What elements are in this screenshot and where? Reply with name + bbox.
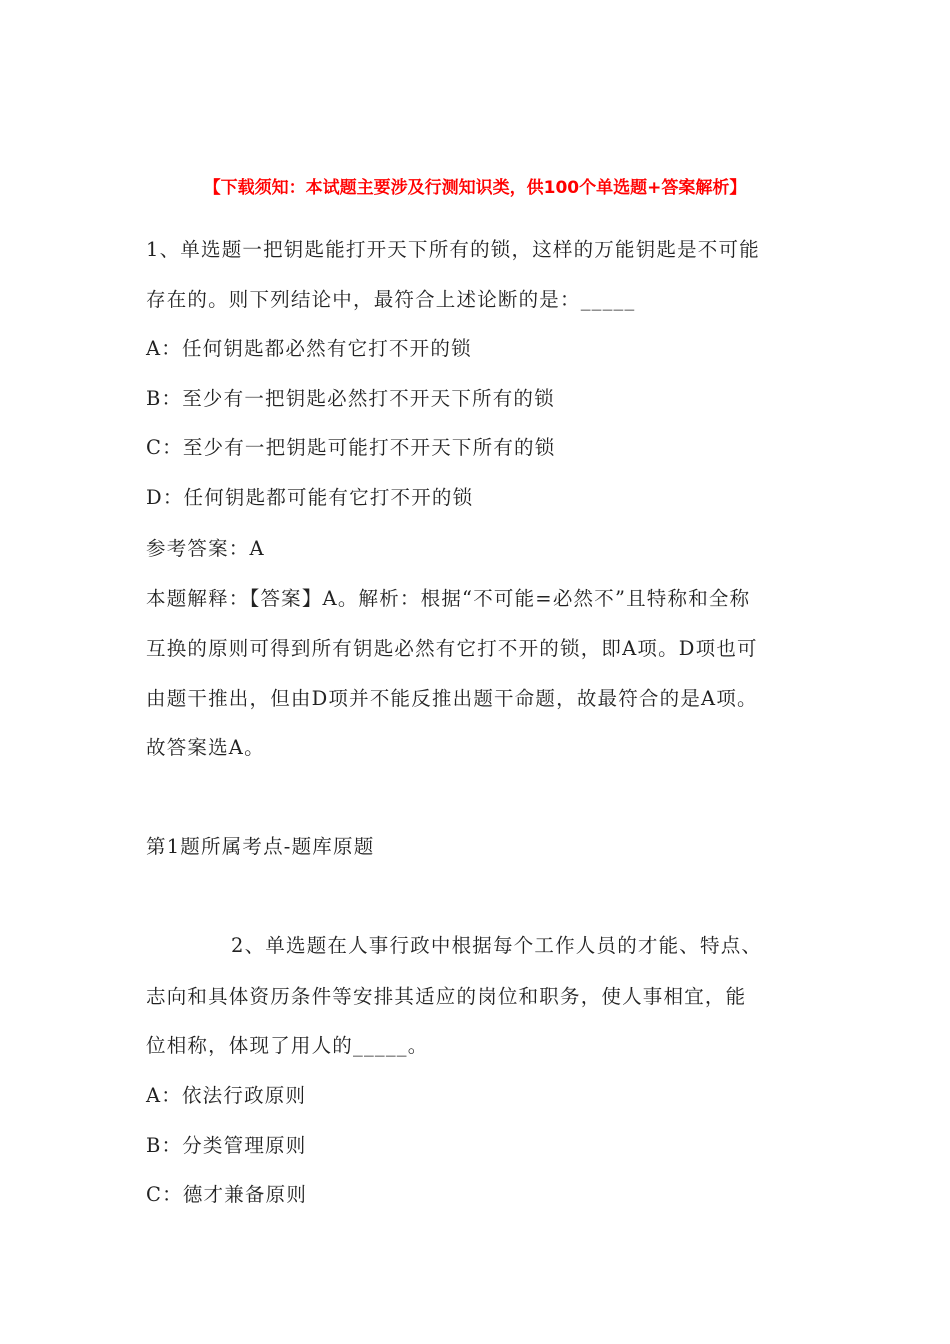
question-2-stem-line-2: 志向和具体资历条件等安排其适应的岗位和职务，使人事相宜，能 xyxy=(146,985,747,1008)
question-1-answer: 参考答案：A xyxy=(146,537,265,560)
question-2-option-b: B：分类管理原则 xyxy=(146,1134,307,1157)
question-1-explanation-line-1: 本题解释：【答案】A。解析：根据“不可能=必然不”且特称和全称 xyxy=(146,587,751,610)
question-1-explanation-line-4: 故答案选A。 xyxy=(146,736,265,759)
question-2-option-a: A：依法行政原则 xyxy=(146,1084,307,1107)
question-1-option-c: C：至少有一把钥匙可能打不开天下所有的锁 xyxy=(146,436,556,459)
question-1-explanation-line-2: 互换的原则可得到所有钥匙必然有它打不开的锁，即A项。D项也可 xyxy=(146,637,758,660)
question-1-option-d: D：任何钥匙都可能有它打不开的锁 xyxy=(146,486,474,509)
question-1-stem-line-1: 1、单选题一把钥匙能打开天下所有的锁，这样的万能钥匙是不可能 xyxy=(146,238,760,261)
question-1-option-b: B：至少有一把钥匙必然打不开天下所有的锁 xyxy=(146,387,555,410)
question-1-topic: 第1题所属考点-题库原题 xyxy=(146,835,375,858)
question-2-option-c: C：德才兼备原则 xyxy=(146,1183,308,1206)
question-1-option-a: A：任何钥匙都必然有它打不开的锁 xyxy=(146,337,472,360)
download-notice: 【下载须知：本试题主要涉及行测知识类，供100个单选题+答案解析】 xyxy=(203,178,747,198)
question-2-stem-line-1: 2、单选题在人事行政中根据每个工作人员的才能、特点、 xyxy=(231,934,763,957)
question-1-stem-line-2: 存在的。则下列结论中，最符合上述论断的是：_____ xyxy=(146,288,636,311)
question-1-explanation-line-3: 由题干推出，但由D项并不能反推出题干命题，故最符合的是A项。 xyxy=(146,687,758,710)
question-2-stem-line-3: 位相称，体现了用人的_____。 xyxy=(146,1034,429,1057)
